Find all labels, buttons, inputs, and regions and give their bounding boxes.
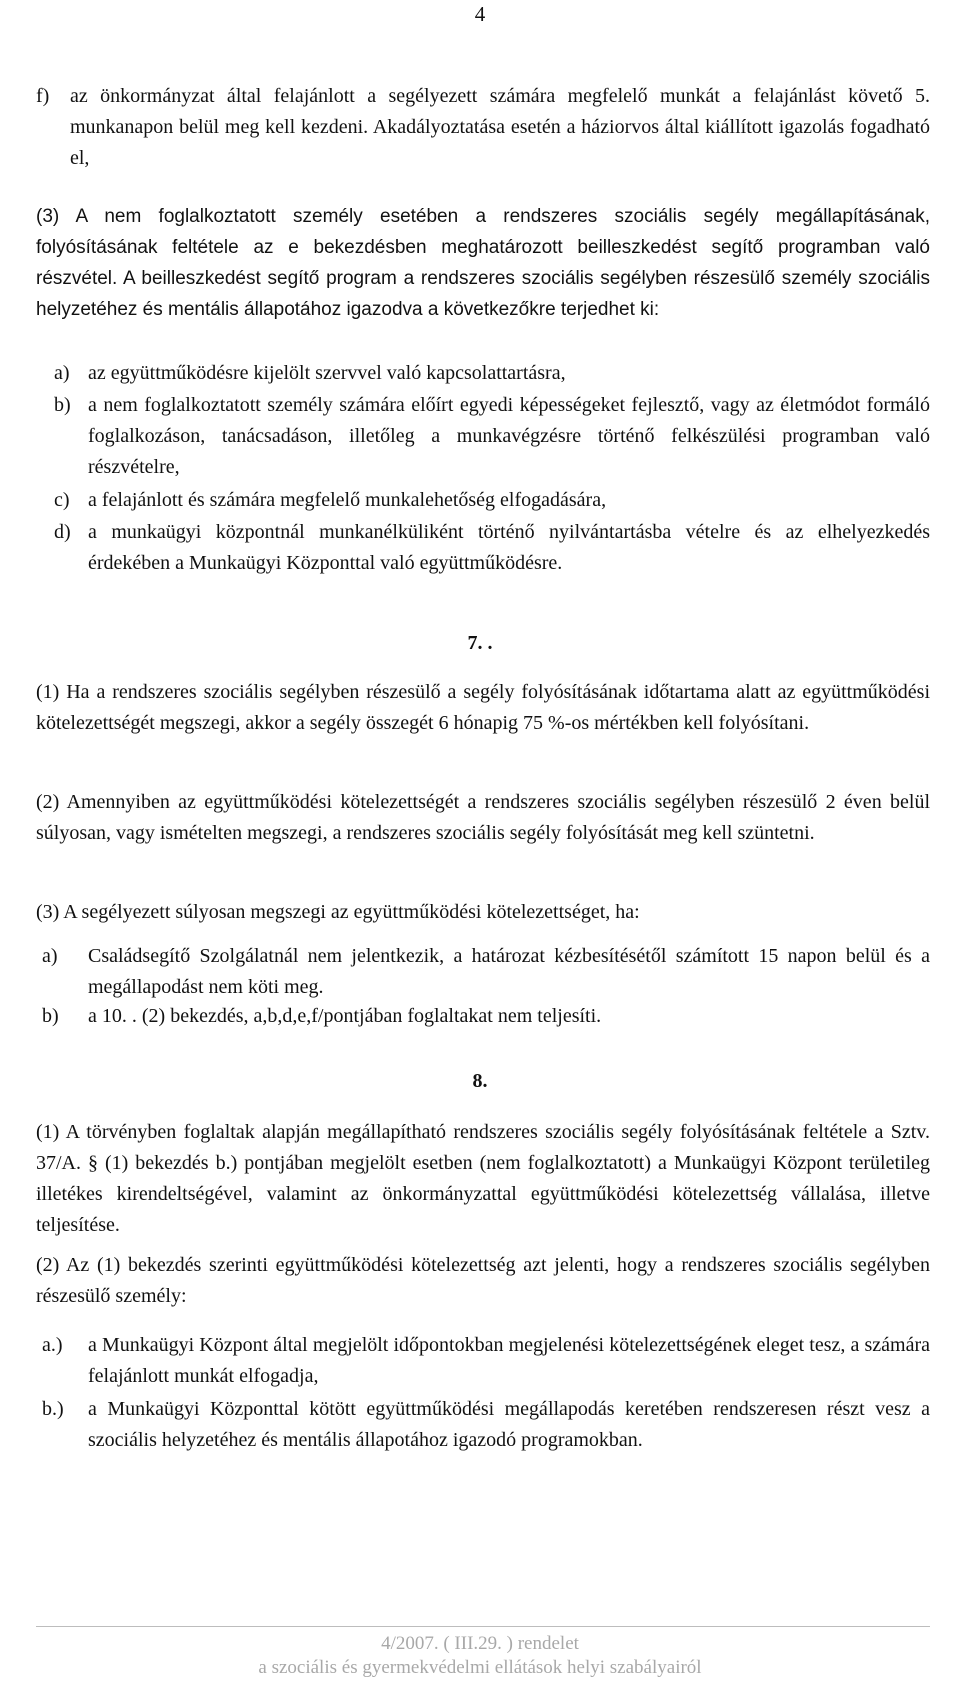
list-item-text: Családsegítő Szolgálatnál nem jelentkezik, a határozat kézbesítésétől számított 15 napon belül és a megállapodást nem köti meg. (88, 945, 930, 998)
section-8-paragraph-1: (1) A törvényben foglaltak alapján megállapítható rendszeres szociális segély folyósításának feltétele a Sztv. 37/A. § (1) bekezdés b.) pontjában megjelölt esetben (nem foglalkoztatott) a Munkaügyi Központ területileg illetékes kirendeltségével, valamint az önkormányzattal együttműködési kötelezettség vállalása, illetve teljesítése. (36, 1121, 930, 1236)
footer-divider (36, 1626, 930, 1627)
list-item-label: c) (54, 489, 70, 511)
paragraph-3-intro: (3) A nem foglalkoztatott személy esetében a rendszeres szociális segély megállapításának, folyósításának feltétele az e bekezdésben meghatározott beilleszkedést segítő programban való részvétel. A beilleszkedést segítő program a rendszeres szociális segélyben részesülő személy szociális helyzetéhez és mentális állapotához igazodva a következőkre terjedhet ki: (36, 206, 930, 320)
list-item-label: d) (54, 521, 71, 543)
footer-line-1: 4/2007. ( III.29. ) rendelet (381, 1633, 579, 1654)
list-item-text: az együttműködésre kijelölt szervvel való kapcsolattartásra, (88, 362, 566, 384)
list-item-text: a felajánlott és számára megfelelő munkalehetőség elfogadására, (88, 489, 607, 511)
list-item-label: a) (42, 945, 58, 967)
list-item-label: b) (54, 394, 71, 416)
list-item-label: b.) (42, 1398, 64, 1420)
section-8-paragraph-2: (2) Az (1) bekezdés szerinti együttműködési kötelezettség azt jelenti, hogy a rendszeres szociális segélyben részesülő személy: (36, 1254, 930, 1307)
f-item-label: f) (36, 85, 50, 107)
list-item-text: a munkaügyi központnál munkanélküliként történő nyilvántartásba vételre és az elhelyezkedés érdekében a Munkaügyi Központtal való együttműködésre. (88, 521, 930, 574)
f-item-text: az önkormányzat által felajánlott a segélyezett számára megfelelő munkát a felajánlást követő 5. munkanapon belül meg kell kezdeni. Akadályoztatása esetén a háziorvos által kiállított igazolás fogadható el, (70, 85, 930, 169)
footer-line-2: a szociális és gyermekvédelmi ellátások helyi szabályairól (258, 1657, 702, 1678)
list-item-text: a 10. . (2) bekezdés, a,b,d,e,f/pontjában foglaltakat nem teljesíti. (88, 1005, 602, 1027)
list-item-text: a Munkaügyi Központtal kötött együttműködési megállapodás keretében rendszeresen részt vesz a szociális helyzetéhez és mentális állapotához igazodó programokban. (88, 1398, 930, 1451)
section-7-paragraph-3: (3) A segélyezett súlyosan megszegi az együttműködési kötelezettséget, ha: (36, 901, 640, 923)
section-7-paragraph-1: (1) Ha a rendszeres szociális segélyben részesülő a segély folyósításának időtartama alatt az együttműködési kötelezettségét megszegi, akkor a segély összegét 6 hónapig 75 %-os mértékben kell folyósítani. (36, 681, 930, 734)
list-item-text: a nem foglalkoztatott személy számára előírt egyedi képességeket fejlesztő, vagy az életmódot formáló foglalkozáson, tanácsadáson, illetőleg a munkavégzésre történő felkészülési programban való részvételre, (88, 394, 930, 478)
section-8-heading: 8. (472, 1070, 488, 1092)
list-item-label: b) (42, 1005, 59, 1027)
list-item-label: a.) (42, 1334, 63, 1356)
section-7-heading: 7. . (467, 632, 493, 654)
section-7-paragraph-2: (2) Amennyiben az együttműködési kötelezettségét a rendszeres szociális segélyben részesülő 2 éven belül súlyosan, vagy ismételten megszegi, a rendszeres szociális segély folyósítását meg kell szüntetni. (36, 791, 930, 844)
list-item-text: a Munkaügyi Központ által megjelölt időpontokban megjelenési kötelezettségének eleget tesz, a számára felajánlott munkát elfogadja, (88, 1334, 930, 1387)
list-item-label: a) (54, 362, 70, 384)
page-number: 4 (474, 2, 486, 26)
